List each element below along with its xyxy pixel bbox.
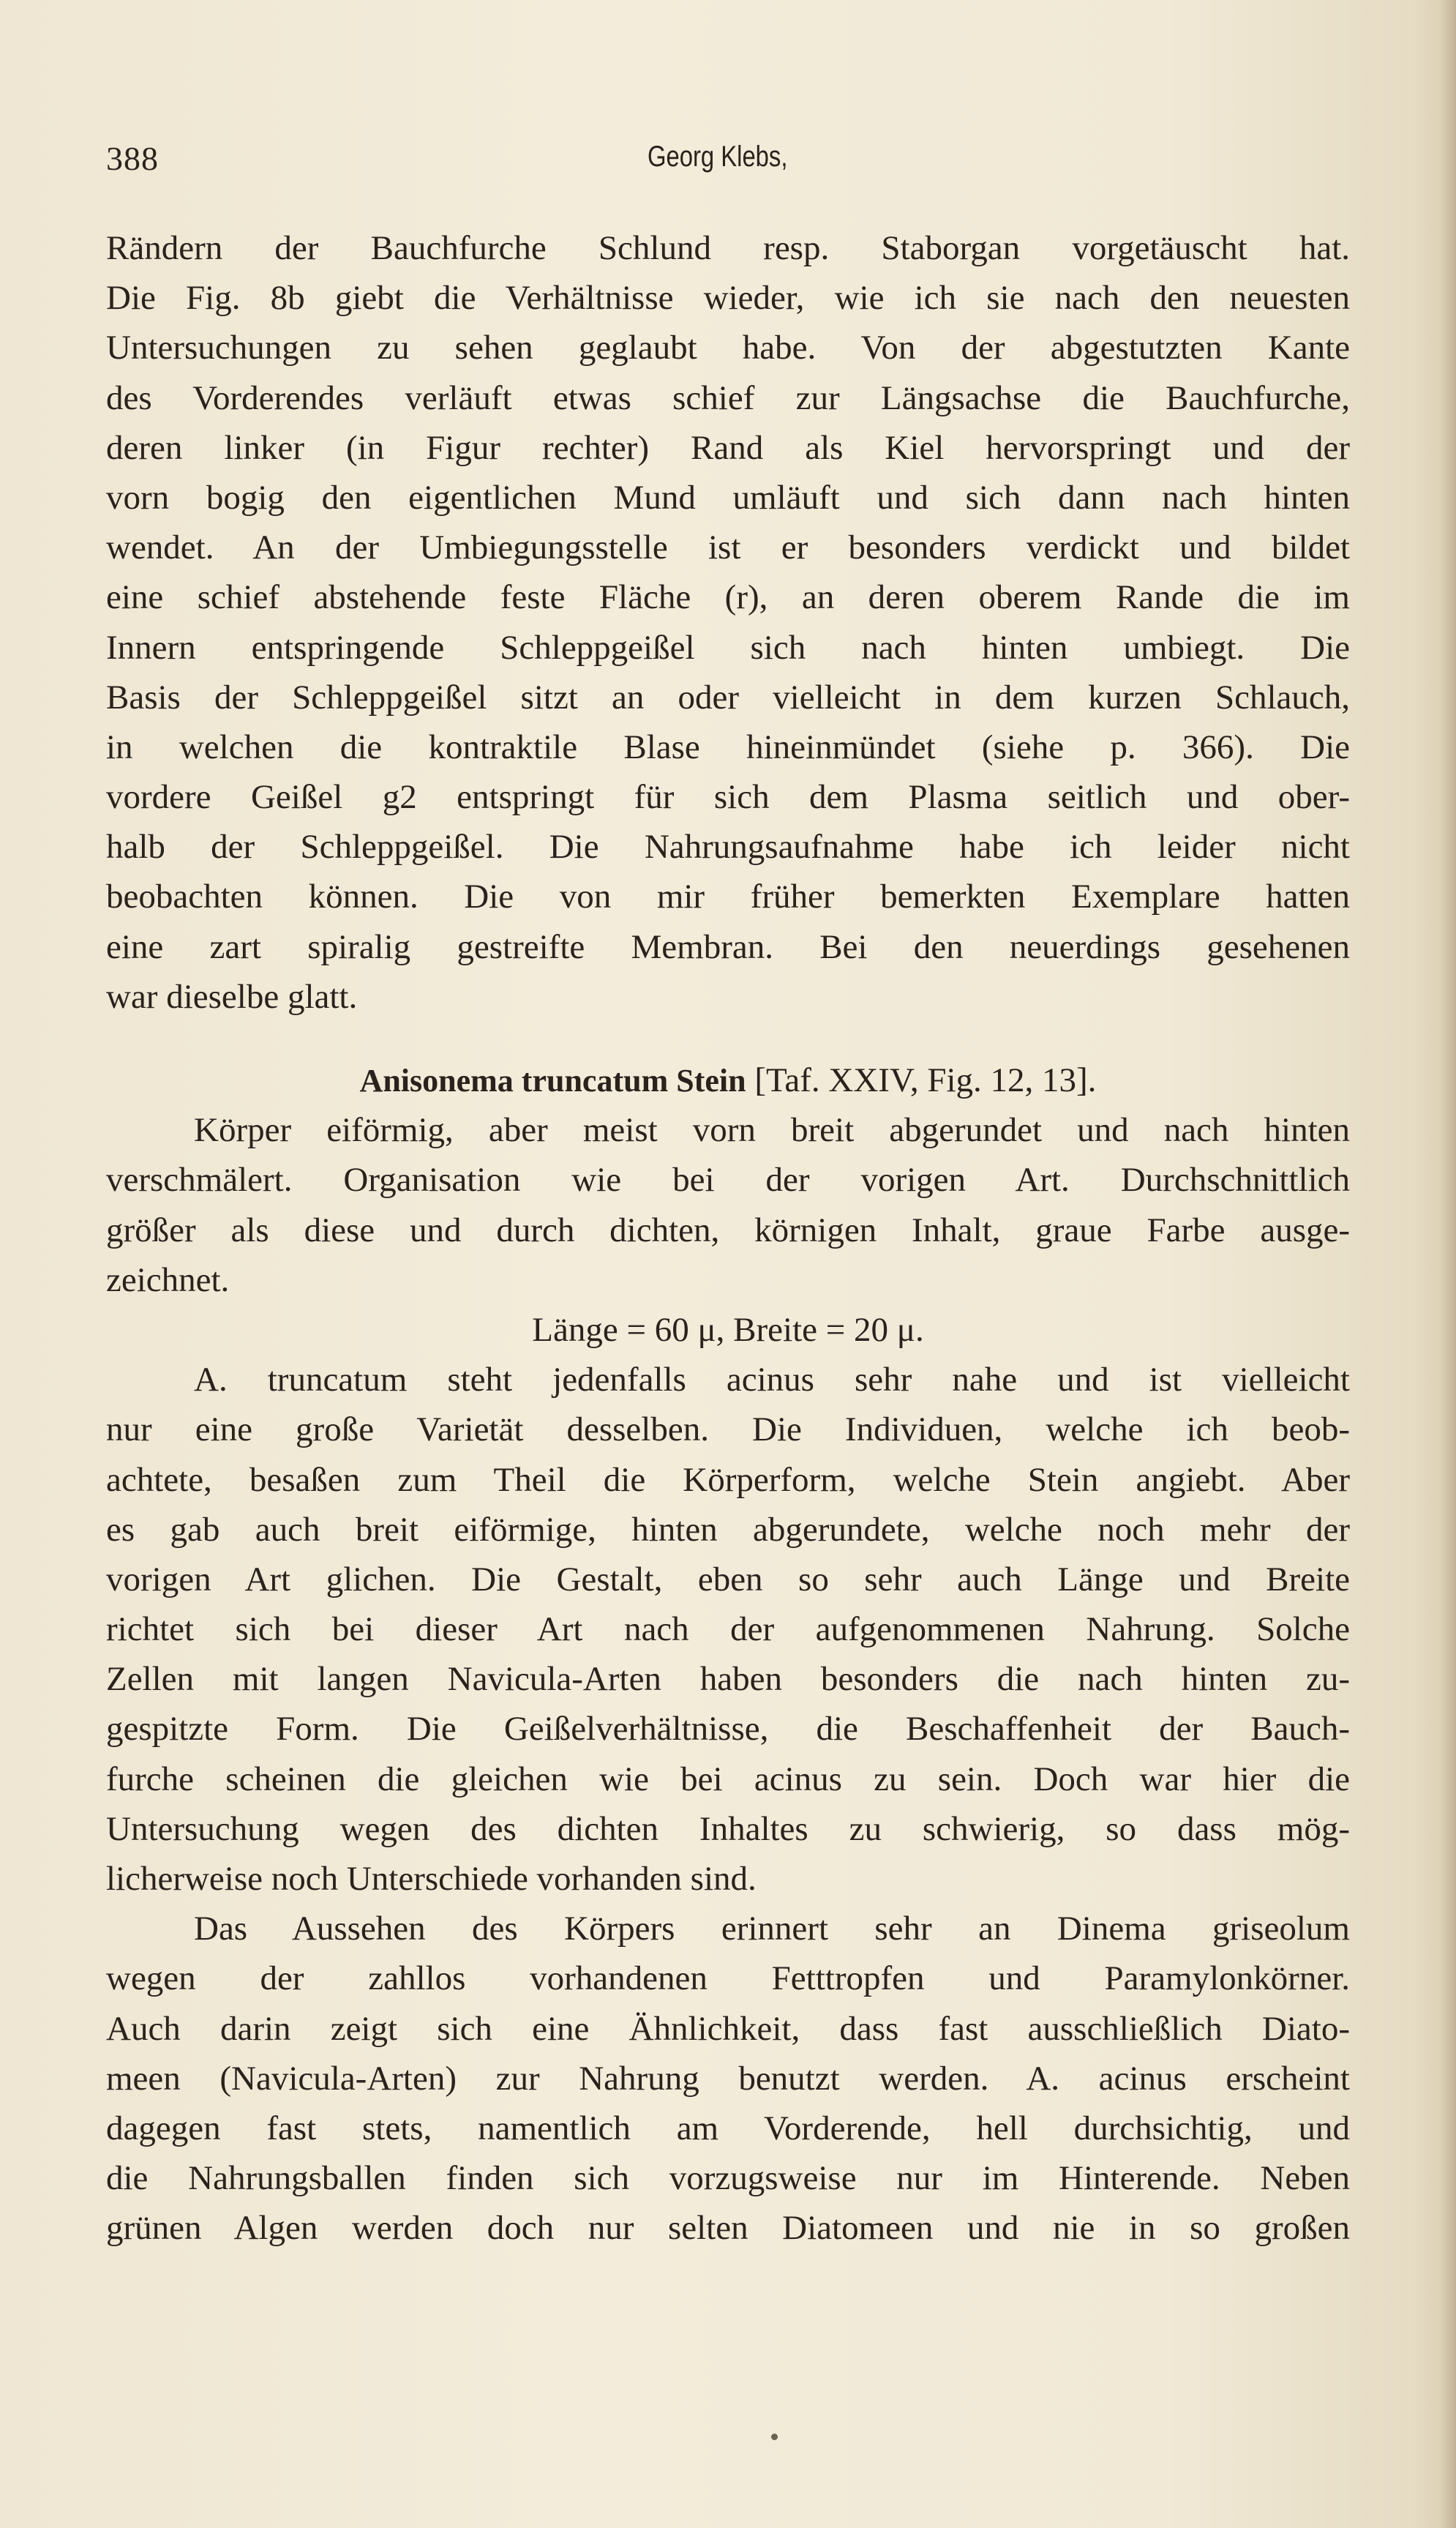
- text-line: grünen Algen werden doch nur selten Diatomeen und nie in so großen: [106, 2209, 1350, 2248]
- text-line: richtet sich bei dieser Art nach der aufgenommenen Nahrung. Solche: [106, 1610, 1350, 1649]
- page-header: [106, 139, 1350, 190]
- text-line: Das Aussehen des Körpers erinnert sehr an Dinema griseolum: [194, 1910, 1350, 1948]
- text-line: meen (Navicula-Arten) zur Nahrung benutzt werden. A. acinus erscheint: [106, 2059, 1350, 2098]
- text-line: in welchen die kontraktile Blase hineinmündet (siehe p. 366). Die: [106, 728, 1350, 766]
- plate-reference: [Taf. XXIV, Fig. 12, 13].: [754, 1061, 1097, 1099]
- text-line: beobachten können. Die von mir früher bemerkten Exemplare hatten: [106, 878, 1350, 916]
- text-line: eine zart spiralig gestreifte Membran. Bei den neuerdings gesehenen: [106, 927, 1350, 966]
- text-line: gespitzte Form. Die Geißelverhältnisse, die Beschaffenheit der Bauch-: [106, 1710, 1350, 1749]
- paragraph-2: [106, 1105, 1350, 1305]
- text-line: Auch darin zeigt sich eine Ähnlichkeit, dass fast ausschließlich Diato-: [106, 2009, 1350, 2048]
- text-line: Die Fig. 8b giebt die Verhältnisse wieder, wie ich sie nach den neuesten: [106, 279, 1350, 318]
- text-line: deren linker (in Figur rechter) Rand als Kiel hervorspringt und der: [106, 428, 1350, 467]
- text-line: Untersuchungen zu sehen geglaubt habe. Von der abgestutzten Kante: [106, 329, 1350, 367]
- paragraph-4: [106, 1904, 1350, 2253]
- text-line: wendet. An der Umbiegungsstelle ist er besonders verdickt und bildet: [106, 528, 1350, 567]
- text-line: halb der Schleppgeißel. Die Nahrungsaufnahme habe ich leider nicht: [106, 828, 1350, 867]
- text-line: vorn bogig den eigentlichen Mund umläuft und sich dann nach hinten: [106, 478, 1350, 517]
- text-line: Rändern der Bauchfurche Schlund resp. Staborgan vorgetäuscht hat.: [106, 229, 1350, 267]
- text-line: zeichnet.: [106, 1260, 230, 1299]
- text-line: die Nahrungsballen finden sich vorzugsweise nur im Hinterende. Neben: [106, 2159, 1350, 2198]
- section-spacer: [106, 1022, 1350, 1055]
- paragraph-1: [106, 223, 1350, 1022]
- text-line: nur eine große Varietät desselben. Die Individuen, welche ich beob-: [106, 1410, 1350, 1449]
- text-line: Innern entspringende Schleppgeißel sich nach hinten umbiegt. Die: [106, 628, 1350, 667]
- text-line: vordere Geißel g2 entspringt für sich dem Plasma seitlich und ober-: [106, 778, 1350, 817]
- text-line: achtete, besaßen zum Theil die Körperform, welche Stein angiebt. Aber: [106, 1460, 1350, 1499]
- paragraph-3: [106, 1355, 1350, 1904]
- text-line: A. truncatum steht jedenfalls acinus sehr nahe und ist vielleicht: [194, 1361, 1350, 1399]
- page-number: 388: [106, 140, 159, 177]
- text-line: eine schief abstehende feste Fläche (r), an deren oberem Rande die im: [106, 578, 1350, 617]
- text-line: licherweise noch Unterschiede vorhanden sind.: [106, 1860, 757, 1898]
- text-line: des Vorderendes verläuft etwas schief zur Längsachse die Bauchfurche,: [106, 378, 1350, 417]
- text-line: vorigen Art glichen. Die Gestalt, eben so sehr auch Länge und Breite: [106, 1560, 1350, 1598]
- text-line: Körper eiförmig, aber meist vorn breit abgerundet und nach hinten: [194, 1111, 1350, 1150]
- text-line: verschmälert. Organisation wie bei der vorigen Art. Durchschnittlich: [106, 1161, 1350, 1200]
- text-line: größer als diese und durch dichten, körnigen Inhalt, graue Farbe ausge-: [106, 1211, 1350, 1249]
- text-line: Basis der Schleppgeißel sitzt an oder vielleicht in dem kurzen Schlauch,: [106, 678, 1350, 717]
- text-line: dagegen fast stets, namentlich am Vorderende, hell durchsichtig, und: [106, 2109, 1350, 2147]
- section-heading: [106, 1055, 1350, 1105]
- text-line: war dieselbe glatt.: [106, 977, 358, 1016]
- species-name: Anisonema truncatum Stein: [359, 1063, 746, 1099]
- page-edge-shadow: [1440, 0, 1456, 2528]
- text-line: Zellen mit langen Navicula-Arten haben besonders die nach hinten zu-: [106, 1660, 1350, 1699]
- print-mark-dot: [771, 2434, 778, 2440]
- measurement-line: Länge = 60 μ, Breite = 20 μ.: [532, 1310, 924, 1349]
- text-line: es gab auch breit eiförmige, hinten abgerundete, welche noch mehr der: [106, 1510, 1350, 1549]
- text-line: wegen der zahllos vorhandenen Fetttropfen und Paramylonkörner.: [106, 1959, 1350, 1998]
- running-head: Georg Klebs,: [648, 141, 788, 173]
- text-line: Untersuchung wegen des dichten Inhaltes zu schwierig, so dass mög-: [106, 1809, 1350, 1848]
- text-line: furche scheinen die gleichen wie bei acinus zu sein. Doch war hier die: [106, 1759, 1350, 1798]
- body-text: [106, 223, 1350, 2254]
